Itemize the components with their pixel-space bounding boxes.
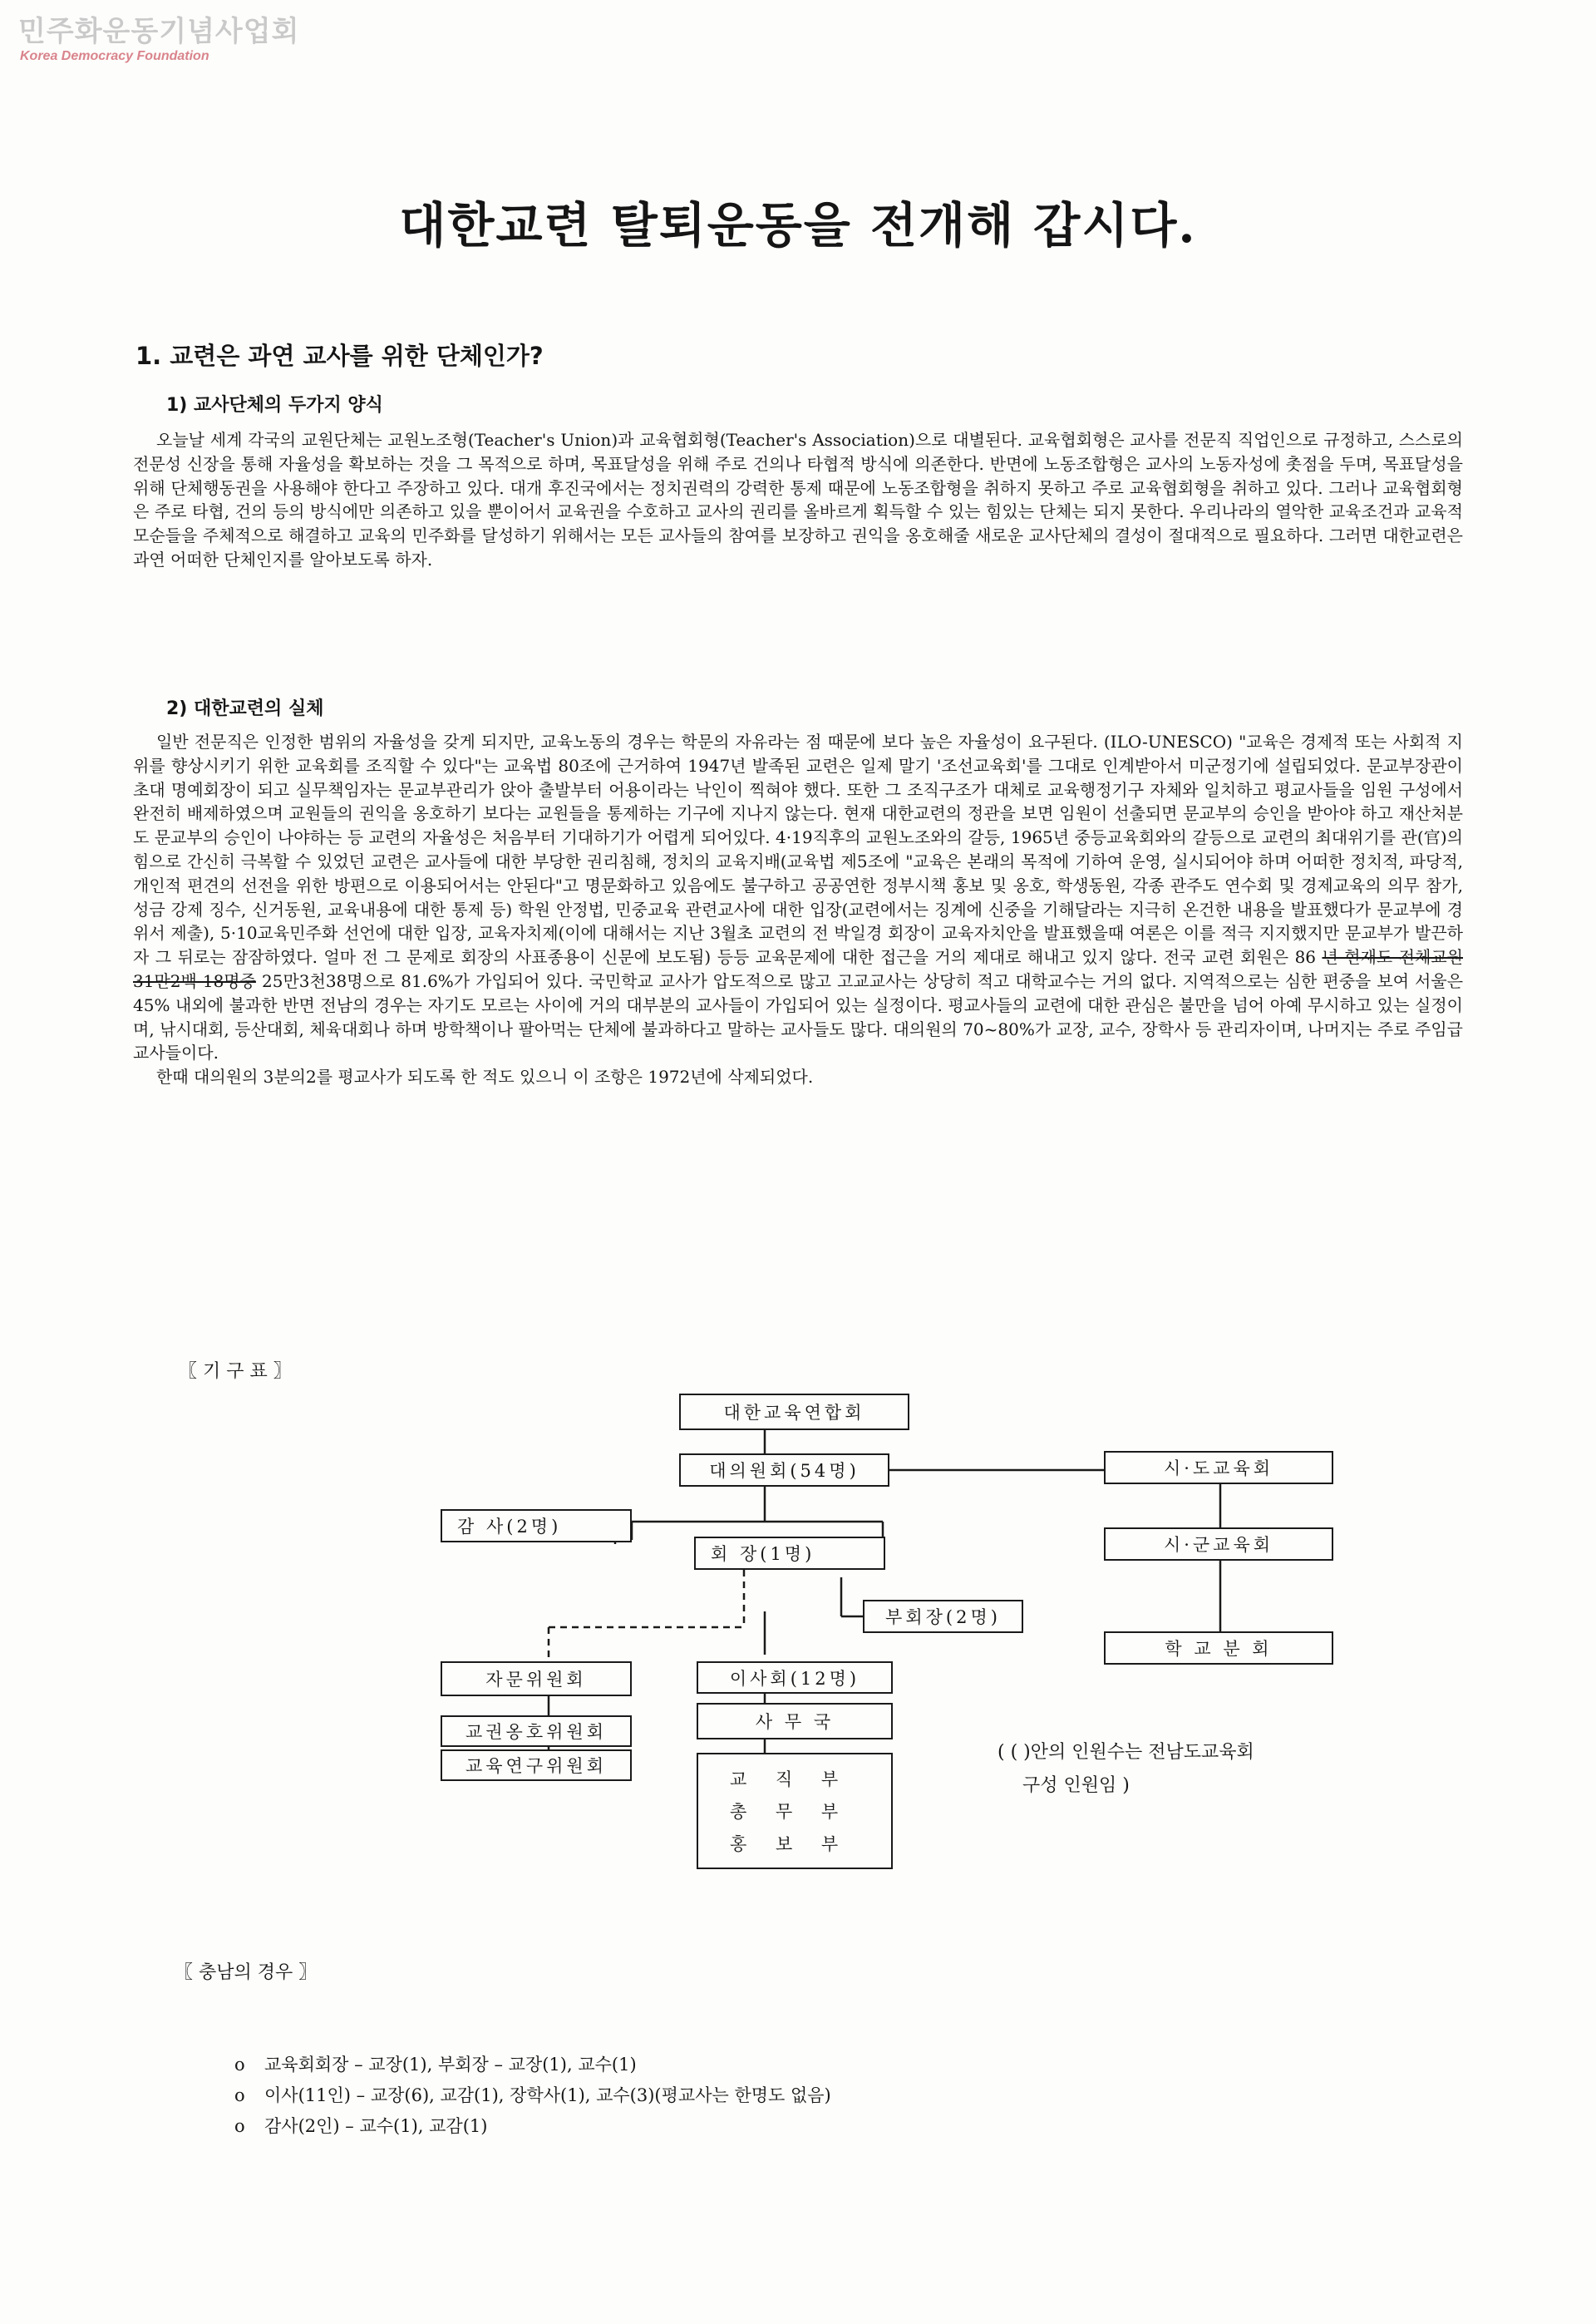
org-node-president: 회 장(1명) — [694, 1537, 885, 1570]
org-node-committee: 교권옹호위원회 — [441, 1715, 632, 1747]
list-item — [234, 2080, 831, 2111]
list-item-text: 교육회회장 – 교장(1), 부회장 – 교장(1), 교수(1) — [264, 2055, 637, 2075]
org-node-auditor: 감 사(2명) — [441, 1509, 632, 1542]
org-node-province-association: 시·도교육회 — [1104, 1451, 1333, 1484]
org-node-vice-president: 부회장(2명) — [863, 1600, 1023, 1633]
list-item-text: 감사(2인) – 교수(1), 교감(1) — [264, 2116, 488, 2136]
subheading-kfta-reality: 2) 대한교련의 실체 — [166, 698, 324, 719]
paragraph-text: 오늘날 세계 각국의 교원단체는 교원노조형(Teacher's Union)과 교육협회형(Teacher's Association)으로 대별된다. 교육협회형은 교사를 전문직 직업인으로 규정하고, 스스로의 전문성 신장을 통해 자율성을 확보하는 것을 그 목적으로 하며, 목표달성을 위해 주로 건의나 타협적 방식에 의존한다. 반면에 노동조합형은 교사의 노동자성에 촛점을 두며, 목표달성을 위해 단체행동권을 사용해야 한다고 주장하고 있다. 대개 후진국에서는 정치권력의 강력한 통제 때문에 노동조합형을 취하지 못하고 주로 교육협회형을 취하고 있다. 그러나 교육협회형은 주로 타협, 건의 등의 방식에만 의존하고 있을 뿐이어서 교육권을 수호하고 교사의 권리를 올바르게 획득할 수 있는 힘있는 단체는 되지 못한다. 우리나라의 열악한 교육조건과 교육적 모순들을 주체적으로 해결하고 교육의 민주화를 달성하기 위해서는 모든 교사들의 참여를 보장하고 권익을 옹호해줄 새로운 교사단체의 결성이 절대적으로 필요하다. 그러면 대한교련은 과연 어떠한 단체인지를 알아보도록 하자. — [133, 430, 1463, 570]
watermark-english-name: Korea Democracy Foundation — [20, 49, 209, 63]
org-department: 교 직 부 — [730, 1769, 850, 1789]
bullet-marker: o — [234, 2085, 245, 2105]
org-node-secretariat: 사 무 국 — [697, 1703, 893, 1739]
org-node-advisory-committee: 자문위원회 — [441, 1661, 632, 1696]
org-node-board: 이사회(12명) — [697, 1661, 893, 1694]
org-department: 홍 보 부 — [730, 1834, 850, 1854]
org-chart-label: 〖 기 구 표 〗 — [179, 1361, 292, 1382]
org-chart-note — [998, 1736, 1254, 1803]
list-item-text: 이사(11인) – 교장(6), 교감(1), 장학사(1), 교수(3)(평교사는 한명도 없음) — [264, 2085, 831, 2105]
org-department: 총 무 부 — [730, 1802, 850, 1822]
bullet-marker: o — [234, 2116, 245, 2136]
note-line: 구성 인원임 ) — [1022, 1775, 1130, 1796]
paragraph-text-part: 25만3천38명으로 81.6%가 가입되어 있다. 국민학교 교사가 압도적으로 많고 고교교사는 상당히 적고 대학교수는 거의 없다. 지역적으로는 심한 편중을 보여 서울은 45% 내외에 불과한 반면 전남의 경우는 자기도 모르는 사이에 거의 대부분의 교사들이 가입되어 있는 실정이다. 평교사들의 교련에 대한 관심은 불만을 넘어 아예 무시하고 있는 실정이며, 낚시대회, 등산대회, 체육대회나 하며 방학책이나 팔아먹는 단체에 불과하다고 말하는 교사들도 많다. 대의원의 70~80%가 교장, 교수, 장학사 등 관리자이며, 나머지는 주로 주임급 교사들이다. — [133, 970, 1464, 1063]
chungnam-case-list — [234, 2050, 831, 2142]
list-item — [234, 2050, 831, 2080]
paragraph-text: 한때 대의원의 3분의2를 평교사가 되도록 한 적도 있으니 이 조항은 1972년에 삭제되었다. — [156, 1067, 814, 1088]
org-node-county-association: 시·군교육회 — [1104, 1527, 1333, 1561]
list-item — [234, 2111, 831, 2142]
org-node-council: 대의원회(54명) — [679, 1453, 889, 1487]
bullet-marker: o — [234, 2055, 245, 2075]
watermark-korean-name: 민주화운동기념사업회 — [18, 15, 300, 48]
org-node-committee: 교육연구위원회 — [441, 1749, 632, 1781]
page-title: 대한교련 탈퇴운동을 전개해 갑시다. — [399, 197, 1197, 254]
section-heading: 1. 교련은 과연 교사를 위한 단체인가? — [135, 342, 544, 370]
note-line: ( ( )안의 인원수는 전남도교육회 — [998, 1742, 1254, 1763]
struck-through-text: 년 현재도 전체교원 31만2백 18명중 — [133, 947, 1463, 991]
subheading-teacher-org-types: 1) 교사단체의 두가지 양식 — [166, 395, 383, 416]
org-node-kfta: 대한교육연합회 — [679, 1394, 909, 1430]
chungnam-case-label: 〖 충남의 경우 〗 — [175, 1962, 318, 1983]
paragraph-text-part: 일반 전문직은 인정한 범위의 자율성을 갖게 되지만, 교육노동의 경우는 학문의 자유라는 점 때문에 보다 높은 자율성이 요구된다. (ILO-UNESCO) "교육은 경제적 또는 사회적 지위를 향상시키기 위한 교육회를 조직할 수 있다"는 교육법 80조에 근거하여 1947년 발족된 교련은 일제 말기 '조선교육회'를 그대로 인계받아서 미군정기에 설립되었다. 문교부장관이 초대 명예회장이 되고 실무책임자는 문교부관리가 앉아 출발부터 어용이라는 낙인이 찍혀야 했다. 또한 그 조직구조가 대체로 교육행정기구 자체와 일치하고 평교사들을 임원 구성에서 완전히 배제하였으며 교원들의 권익을 옹호하기 보다는 교원들을 통제하는 기구에 지나지 않는다. 현재 대한교련의 정관을 보면 임원이 선출되면 문교부의 승인을 받아야 하고 재산처분도 문교부의 승인이 나야하는 등 교련의 자율성은 처음부터 기대하기가 어렵게 되어있다. 4·19직후의 교원노조와의 갈등, 1965년 중등교육회와의 갈등으로 교련의 최대위기를 관(官)의 힘으로 간신히 극복할 수 있었던 교련은 교사들에 대한 부당한 권리침해, 정치의 교육지배(교육법 제5조에 "교육은 본래의 목적에 기하여 운영, 실시되어야 하며 어떠한 정치적, 파당적, 개인적 편견의 선전을 위한 방편으로 이용되어서는 안된다"고 명문화하고 있음에도 불구하고 공공연한 정부시책 홍보 및 옹호, 학생동원, 각종 관주도 연수회 및 경제교육의 의무 참가, 성금 강제 징수, 신거동원, 교육내용에 대한 통제 등) 학원 안정법, 민중교육 관련교사에 대한 입장(교련에서는 징계에 신중을 기해달라는 지극히 온건한 내용을 발표했다가 문교부에 경위서 제출), 5·10교육민주화 선언에 대한 입장, 교육자치제(이에 대해서는 지난 3월초 교련의 전 박일경 회장이 교육자치안을 발표했을때 여론은 이를 적극 지지했지만 문교부가 발끈하자 그 뒤로는 잠잠하였다. 얼마 전 그 문제로 회장의 사표종용이 신문에 보도됨) 등등 교육문제에 대한 접근을 거의 제대로 해내고 있지 않다. 전국 교련 회원은 86 — [133, 732, 1463, 968]
org-node-school-branch: 학 교 분 회 — [1104, 1631, 1333, 1665]
